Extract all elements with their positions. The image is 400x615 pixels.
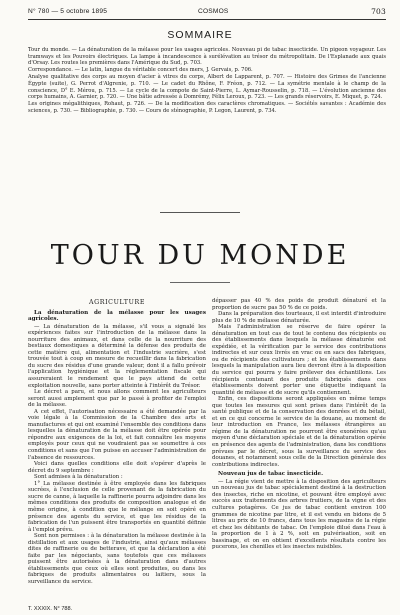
article-paragraph: Sont admises à la dénaturation : <box>34 474 123 481</box>
article-paragraph: dépasser pas 40 % des poids de produit dénaturé et la proportion de sucre pas 50 % de ce poids. <box>212 298 386 311</box>
page-header <box>28 6 386 20</box>
article-paragraph: Dans la préparation des tourteaux, il est interdit d'introduire plus de 10 % de mélasse dénaturée. <box>212 311 386 324</box>
issue-number: N° 780 — 5 octobre 1895 <box>28 8 108 15</box>
article-paragraph: 1° La mélasse destinée à être employée dans les fabriques sucrées, à l'exclusion de celle provenant de la fabrication du sucre de canne, à laquelle la raffinerie pourra adjoindre dans les mêmes conditions des produits de composition analogue et de même origine, à condition que le mélange en soit opéré en présence des agents du service, et que les résidus de la fabrication de l'un puissent être transportés en quantité définie à l'emploi prévu. <box>28 480 206 533</box>
article-subtitle: La dénaturation de la mélasse pour les usages agricoles. <box>28 309 206 323</box>
section-heading: AGRICULTURE <box>88 299 146 306</box>
summary-divider <box>160 212 240 213</box>
summary-title: SOMMAIRE <box>167 29 233 41</box>
main-title: TOUR DU MONDE <box>50 240 350 271</box>
article-paragraph: A cet effet, l'autorisation nécessaire a été demandée par la voie légale à la Commission de la Chambre des arts et manufactures et qui ont examiné l'ensemble des conditions dans lesquelles la dénaturation de la mélasse doit être opérée pour répondre aux exigences de la loi, et fait connaître les moyens employés pour ceux qui ne voudraient pas se soumettre à ces conditions et sans que l'on puisse en accuser l'administration de l'absence de ressources. <box>28 408 206 461</box>
title-divider <box>170 282 230 283</box>
header-rule <box>28 19 386 20</box>
summary-paragraph: Tour du monde. — La dénaturation de la mélasse pour les usages agricoles. Nouveau pi de tabac insecticide. Un pigeon voyageur. Les tramways et les Pouvoirs électriques. La lampe à incandescence à surélévation au trésor du métropolitain. De l'Esplanade aux quais d'Orsay. Les routes les premières dans l'Amérique du Sud, p. 703. <box>28 47 386 67</box>
article-paragraph: — La régie vient de mettre à la disposition des agriculteurs un nouveau jus de tabac spécialement destiné à la destruction des insectes, riche en nicotine, et pouvant être employé avec succès aux traitements des arbres fruitiers, de la vigne et des cultures potagères. Ce jus de tabac contient environ 100 grammes de nicotine par litre, et il est vendu en bidons de 5 litres au prix de 10 francs, dans tous les magasins de la régie et chez les débitants de tabac. On l'emploie dilué dans l'eau à la proportion de 1 à 2 %, soit en pulvérisation, soit en bassinage, et on en obtient d'excellents résultats contre les pucerons, les chenilles et les insectes nuisibles. <box>212 478 386 551</box>
page-footer: T. XXXIX. N° 788. <box>28 606 73 612</box>
article-paragraph: Le décret a paru, et nous allons comment les agriculteurs seront aussi amplement que par le passé à profiter de l'emploi de la mélasse. <box>28 389 206 409</box>
article-paragraph: Voici dans quelles conditions elle doit s'opérer d'après le décret du 9 septembre : <box>28 461 206 474</box>
journal-name: COSMOS <box>198 8 229 15</box>
article-paragraph: Enfin, ces dispositions seront appliquées en même temps que toutes les mesures qui sont prises dans l'intérêt de la santé publique et de la conservation des denrées et du bétail, et en ce qui concerne le service de la douane, au moment de leur introduction en France, les mélasses étrangères au régime de la dénaturation ne pourront être exonérées qu'au moyen d'une déclaration spéciale et de la dénaturation opérée en présence des agents de l'administration, dans les conditions prévues par le décret, sous la surveillance du service des douanes, et notamment sous celle de la Direction générale des contributions indirectes. <box>212 396 386 468</box>
article-paragraph: — La dénaturation de la mélasse, s'il vous a signalé les expériences faites sur l'introduction de la mélasse dans la nourriture des animaux, et dans celle de la nourriture des bestiaux domestiques a déterminé la défense des produits de cette matière qui, alimentation et l'industrie sucrière, s'est trouvée tout à coup en mesure de recueillir dans la fabrication du sucre des résidus d'une grande valeur, dont il a fallu prévoir l'application hygiénique et la réglementation fiscale qui assureraient le rendement que le pays attend de cette exploitation nouvelle, sans porter atteinte à l'intérêt du Trésor. <box>28 323 206 389</box>
left-column <box>28 298 206 586</box>
summary-paragraph: Les origines mégalithiques, Rohaut, p. 726. — De la modification des caractères chromatiques. — Sociétés savantes : Académie des sciences, p. 730. — Bibliographie, p. 730. — Cours de sténographie, P. Legon, Laurent, p. 734. <box>28 101 386 114</box>
article-paragraph: Sont non permises : à la dénaturation la mélasse destinée à la distillation et aux usages de l'industrie, ainsi qu'aux mélasses dites de raffinerie ou de betterave, et que la déclaration a été faite par les négociants, sans toutefois que ces mélasses puissent être autorisées à la dénaturation dans d'autres établissements que ceux où elles sont produites, ou dans les fabriques de produits alimentaires ou laitiers, sous la surveillance du service. <box>28 533 206 585</box>
right-column <box>212 298 386 551</box>
summary-block <box>28 47 386 115</box>
article-subtitle: Nouveau jus de tabac insecticide. <box>218 471 324 478</box>
summary-paragraph: Analyse qualitative des corps au moyen d'acier à vitres du corps, Albert de Lapparent, p. 707. — Histoire des Grimes de l'ancienne Égypte (suite), G. Perrot d'Algrenie, p. 710. — Le cadet du Rhône, F. Fréon, p. 712. — La symétrie mentale à le champ de la conscience, D° E. Mérou, p. 715. — Le cycle de la compote de Saint-Pierre, L. Aymar-Rousselin, p. 718. — L'évolution ancienne des corps humains, A. Garnier, p. 720. — Une bâtie adressée à Domrémy, Félix Leroux, p. 723. — Les grands réservoirs, E. Miquet, p. 724. <box>28 74 386 101</box>
page-number: 703 <box>371 7 386 16</box>
summary-paragraph: Correspondance. — Le latin, langue du véritable concert des mers, J. Gervais, p. 706. <box>28 67 253 74</box>
article-paragraph: Mais l'administration se réserve de faire opérer la dénaturation en tout cas de tout le contenu des récipients ou des établissements dans lesquels la mélasse dénaturée est expédiée, et la vérification par le service des contributions indirectes et sur ceux livrés en vrac ou en sacs des fabriques, ou de récipients des cultivateurs ; et les établissements dans lesquels la manipulation aura lieu devront être à la disposition du service qui pourra y faire prélever des échantillons. Les récipients contenant des produits fabriqués dans ces établissements doivent porter une étiquette indiquant la quantité de mélasse et de sucre qu'ils contiennent. <box>212 324 386 396</box>
